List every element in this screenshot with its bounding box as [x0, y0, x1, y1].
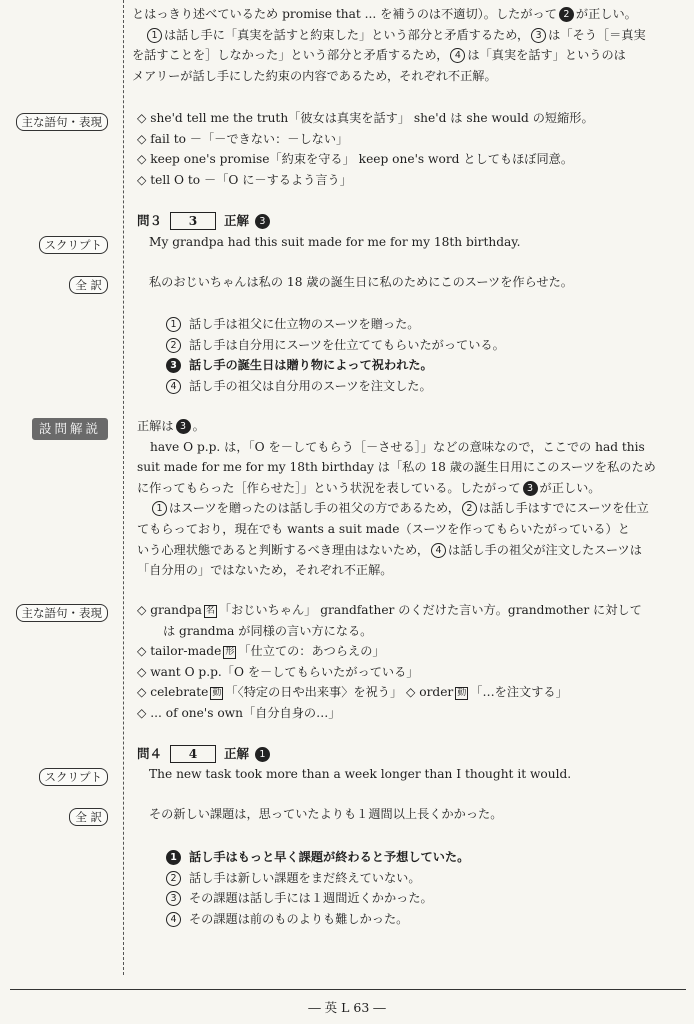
verb-marker: 動 [457, 688, 467, 699]
answer-box: 4 [170, 745, 216, 763]
answer-box: 3 [170, 212, 216, 230]
noun-marker: 名 [205, 606, 215, 616]
q4-script: The new task took more than a week longer than I thought it would. [149, 767, 572, 781]
footer-rule [10, 989, 686, 990]
page-number: ― 英 L 63 ― [308, 1000, 386, 1015]
adjective-marker: 形 [225, 647, 235, 658]
list-item: ◇ grandpa 名 「おじいちゃん」 grandfather のくだけた言い方。grandmother に対して [137, 603, 642, 617]
label-translation-2: 全 訳 [69, 808, 108, 826]
q3-heading: 問３ 3 正解 3 [137, 211, 272, 232]
list-item: 4 その課題は前のものよりも難しかった。 [124, 909, 469, 930]
correct-answer-marker: 3 [255, 214, 270, 229]
list-item: 3 その課題は話し手には１週間近くかかった。 [124, 888, 469, 909]
margin-rule [123, 0, 124, 975]
label-expressions-2: 主な語句・表現 [16, 604, 109, 622]
list-item: ◇ ... of one's own「自分自身の…」 [137, 705, 341, 720]
q3-script: My grandpa had this suit made for me for my 18th birthday. [149, 235, 521, 249]
label-script-2: スクリプト [39, 768, 109, 786]
list-item: ◇ she'd tell me the truth「彼女は真実を話す」 she'd は she would の短縮形。 [137, 111, 594, 125]
list-item: ◇ celebrate 動 「〈特定の日や出来事〉を祝う」 ◇ order 動 「…を注文する」 [137, 685, 568, 700]
expressions-list-2: ◇ grandpa 名 「おじいちゃん」 grandfather のくだけた言い方。grandmother に対して は grandma が同様の言い方になる。 ◇ tailor-made 形 「仕立ての：あつらえの」 ◇ want O p.p.「O を－してもらいたがっている」 ◇ celebrate 動 「〈特定の日や出来事〉を祝う」 ◇ order 動 「…を注文する」 ◇ ... of one's own「自分自身の…」 [137, 600, 642, 724]
top-paragraph: とはっきり述べているため promise that ... を補うのは不適切）。したがって 2 が正しい。 1 は話し手に「真実を話すと約束した」という部分と矛盾するため， 3 は「そう［＝真実 を話すことを］しなかった」という部分と矛盾するため， 4 は「真実を話す」というのは メアリーが話し手にした約束の内容であるため，それぞれ不正解。 [132, 7, 646, 83]
q3-translation: 私のおじいちゃんは私の 18 歳の誕生日に私のためにこのスーツを作らせた。 [149, 275, 573, 289]
list-item: 1 話し手は祖父に仕立物のスーツを贈った。 [124, 314, 505, 335]
q4-options [124, 847, 469, 929]
list-item: 2 話し手は自分用にスーツを仕立ててもらいたがっている。 [124, 335, 505, 356]
list-item: ◇ keep one's promise「約束を守る」 keep one's word としてもほぼ同意。 [137, 152, 574, 167]
verb-marker: 動 [212, 688, 222, 699]
list-item: 4 話し手の祖父は自分用のスーツを注文した。 [124, 376, 505, 397]
list-item: ◇ tailor-made 形 「仕立ての：あつらえの」 [137, 644, 385, 659]
q4-translation: その新しい課題は，思っていたよりも１週間以上長くかかった。 [149, 807, 503, 821]
q4-heading: 問４ 4 正解 1 [137, 744, 272, 765]
list-item: ◇ tell O to －「O に－するよう言う」 [137, 172, 352, 187]
list-item: ◇ want O p.p.「O を－してもらいたがっている」 [137, 664, 419, 679]
list-item: ◇ fail to －「－できない：－しない」 [137, 131, 349, 146]
expressions-list-1 [137, 108, 594, 190]
correct-answer-marker: 1 [255, 747, 270, 762]
list-item: 2 話し手は新しい課題をまだ終えていない。 [124, 868, 469, 889]
list-item: 3 話し手の誕生日は贈り物によって祝われた。 [124, 355, 505, 376]
list-item: 1 話し手はもっと早く課題が終わると予想していた。 [124, 847, 469, 868]
label-explanation: 設問解説 [32, 418, 108, 440]
label-expressions: 主な語句・表現 [16, 113, 109, 131]
label-script: スクリプト [39, 236, 109, 254]
q3-explanation: 正解は 3 。 have O p.p. は，「O を－してもらう［－させる］」などの意味なので，ここでの had this suit made for me for my 18th birthday は「私の 18 歳の誕生日用にこのスーツを私のため に作ってもらった［作らせた］」という状況を表している。したがって 3 が正しい。 1 はスーツを贈ったのは話し手の祖父の方であるため， 2 は話し手はすでにスーツを仕立 てもらっており，現在でも wants a suit made（スーツを作ってもらいたがっている）と いう心理状態であると判断するべき理由はないため， 4 は話し手の祖父が注文したスーツは 「自分用の」ではないため，それぞれ不正解。 [137, 419, 656, 578]
label-translation: 全 訳 [69, 276, 108, 294]
q3-options [124, 314, 505, 396]
